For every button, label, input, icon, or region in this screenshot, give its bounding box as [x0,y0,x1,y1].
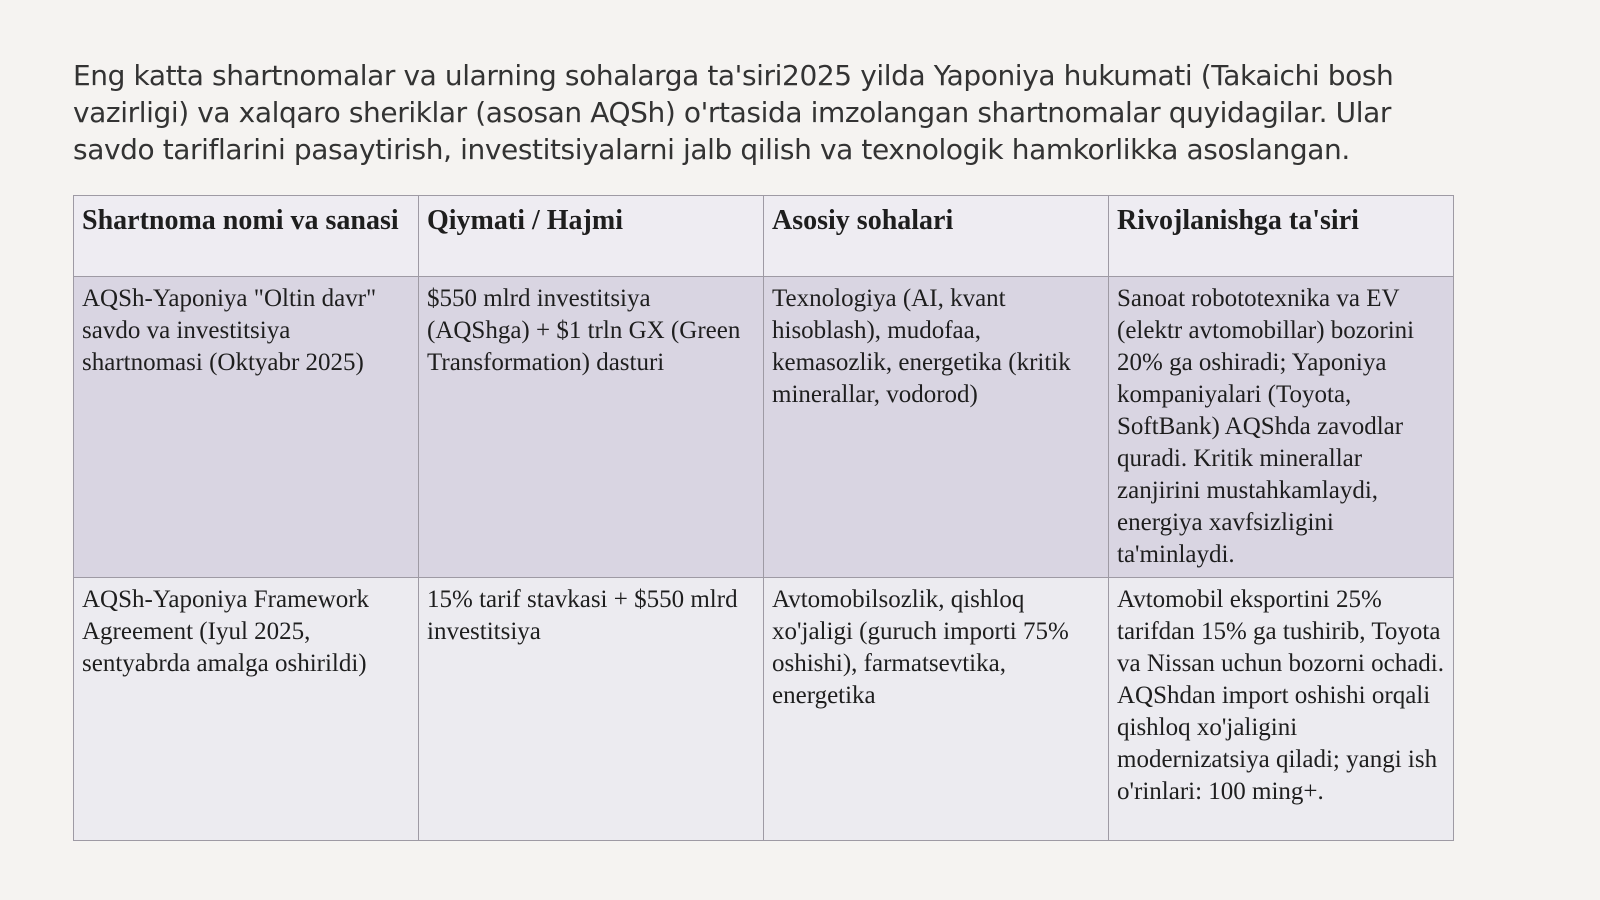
cell-agreement-name: AQSh-Yaponiya "Oltin davr" savdo va investitsiya shartnomasi (Oktyabr 2025) [74,277,419,578]
cell-value-volume: $550 mlrd investitsiya (AQShga) + $1 trln GX (Green Transformation) dasturi [419,277,764,578]
cell-development-impact: Avtomobil eksportini 25% tarifdan 15% ga tushirib, Toyota va Nissan uchun bozorni ochadi. AQShdan import oshishi orqali qishloq xo'jaligini modernizatsiya qiladi; yangi ish o'rinlari: 100 ming+. [1109,578,1454,841]
agreements-table [73,195,1454,841]
table-row [74,277,1454,578]
cell-main-sectors: Texnologiya (AI, kvant hisoblash), mudofaa, kemasozlik, energetika (kritik minerallar, vodorod) [764,277,1109,578]
header-main-sectors: Asosiy sohalari [764,196,1109,277]
cell-agreement-name: AQSh-Yaponiya Framework Agreement (Iyul 2025, sentyabrda amalga oshirildi) [74,578,419,841]
cell-value-volume: 15% tarif stavkasi + $550 mlrd investitsiya [419,578,764,841]
table-row [74,578,1454,841]
cell-development-impact: Sanoat robototexnika va EV (elektr avtomobillar) bozorini 20% ga oshiradi; Yaponiya kompaniyalari (Toyota, SoftBank) AQShda zavodlar quradi. Kritik minerallar zanjirini mustahkamlaydi, energiya xavfsizligini ta'minlaydi. [1109,277,1454,578]
cell-main-sectors: Avtomobilsozlik, qishloq xo'jaligi (guruch importi 75% oshishi), farmatsevtika, energetika [764,578,1109,841]
header-value-volume: Qiymati / Hajmi [419,196,764,277]
header-agreement-name: Shartnoma nomi va sanasi [74,196,419,277]
header-development-impact: Rivojlanishga ta'siri [1109,196,1454,277]
intro-paragraph: Eng katta shartnomalar va ularning sohalarga ta'siri2025 yilda Yaponiya hukumati (Takaichi bosh vazirligi) va xalqaro sheriklar (asosan AQSh) o'rtasida imzolangan shartnomalar quyidagilar. Ular savdo tariflarini pasaytirish, investitsiyalarni jalb qilish va texnologik hamkorlikka asoslangan. [73,59,1394,166]
table-header-row [74,196,1454,277]
